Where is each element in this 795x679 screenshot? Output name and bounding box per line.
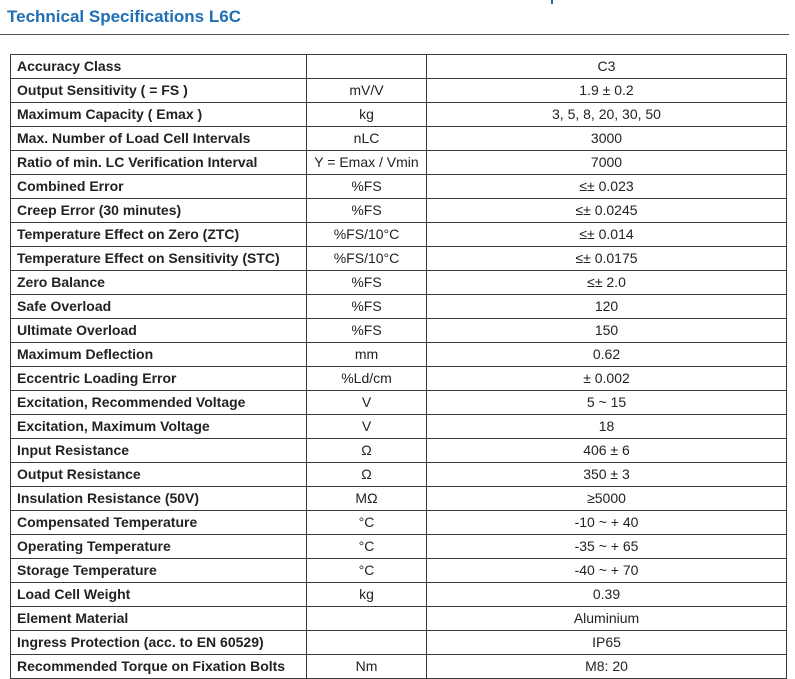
unit-cell: V	[307, 391, 427, 415]
value-cell: 3, 5, 8, 20, 30, 50	[427, 103, 787, 127]
table-row	[11, 199, 787, 223]
unit-cell: Y = Emax / Vmin	[307, 151, 427, 175]
value-cell: 0.62	[427, 343, 787, 367]
value-cell: ≤± 0.014	[427, 223, 787, 247]
table-row	[11, 55, 787, 79]
table-row	[11, 295, 787, 319]
unit-cell: °C	[307, 535, 427, 559]
table-row	[11, 151, 787, 175]
unit-cell: nLC	[307, 127, 427, 151]
value-cell: 3000	[427, 127, 787, 151]
unit-cell: MΩ	[307, 487, 427, 511]
value-cell: 406 ± 6	[427, 439, 787, 463]
parameter-cell: Combined Error	[11, 175, 307, 199]
value-cell: ≥5000	[427, 487, 787, 511]
value-cell: -10 ~ + 40	[427, 511, 787, 535]
unit-cell: %FS	[307, 295, 427, 319]
parameter-cell: Element Material	[11, 607, 307, 631]
table-row	[11, 343, 787, 367]
table-row	[11, 487, 787, 511]
unit-cell: Nm	[307, 655, 427, 679]
value-cell: M8: 20	[427, 655, 787, 679]
parameter-cell: Excitation, Maximum Voltage	[11, 415, 307, 439]
unit-cell: mm	[307, 343, 427, 367]
parameter-cell: Safe Overload	[11, 295, 307, 319]
table-row	[11, 103, 787, 127]
page-title: Technical Specifications L6C	[7, 7, 241, 26]
unit-cell: %FS	[307, 199, 427, 223]
parameter-cell: Maximum Capacity ( Emax )	[11, 103, 307, 127]
value-cell: 350 ± 3	[427, 463, 787, 487]
value-cell: -35 ~ + 65	[427, 535, 787, 559]
parameter-cell: Creep Error (30 minutes)	[11, 199, 307, 223]
parameter-cell: Zero Balance	[11, 271, 307, 295]
value-cell: 18	[427, 415, 787, 439]
parameter-cell: Accuracy Class	[11, 55, 307, 79]
unit-cell: %FS/10°C	[307, 247, 427, 271]
parameter-cell: Temperature Effect on Sensitivity (STC)	[11, 247, 307, 271]
parameter-cell: Output Resistance	[11, 463, 307, 487]
value-cell: ≤± 2.0	[427, 271, 787, 295]
value-cell: 1.9 ± 0.2	[427, 79, 787, 103]
parameter-cell: Ingress Protection (acc. to EN 60529)	[11, 631, 307, 655]
table-row	[11, 175, 787, 199]
table-row	[11, 127, 787, 151]
value-cell: ± 0.002	[427, 367, 787, 391]
parameter-cell: Ultimate Overload	[11, 319, 307, 343]
unit-cell: °C	[307, 559, 427, 583]
parameter-cell: Ratio of min. LC Verification Interval	[11, 151, 307, 175]
value-cell: 120	[427, 295, 787, 319]
parameter-cell: Eccentric Loading Error	[11, 367, 307, 391]
specifications-table	[10, 54, 787, 679]
value-cell: IP65	[427, 631, 787, 655]
parameter-cell: Temperature Effect on Zero (ZTC)	[11, 223, 307, 247]
table-row	[11, 607, 787, 631]
table-row	[11, 223, 787, 247]
table-row	[11, 391, 787, 415]
parameter-cell: Load Cell Weight	[11, 583, 307, 607]
parameter-cell: Excitation, Recommended Voltage	[11, 391, 307, 415]
unit-cell: %FS	[307, 175, 427, 199]
parameter-cell: Maximum Deflection	[11, 343, 307, 367]
unit-cell	[307, 55, 427, 79]
unit-cell: %FS	[307, 271, 427, 295]
table-row	[11, 415, 787, 439]
unit-cell: %FS	[307, 319, 427, 343]
value-cell: 5 ~ 15	[427, 391, 787, 415]
unit-cell: %Ld/cm	[307, 367, 427, 391]
value-cell: Aluminium	[427, 607, 787, 631]
table-row	[11, 535, 787, 559]
value-cell: ≤± 0.023	[427, 175, 787, 199]
parameter-cell: Recommended Torque on Fixation Bolts	[11, 655, 307, 679]
unit-cell: %FS/10°C	[307, 223, 427, 247]
parameter-cell: Insulation Resistance (50V)	[11, 487, 307, 511]
parameter-cell: Storage Temperature	[11, 559, 307, 583]
table-row	[11, 511, 787, 535]
parameter-cell: Output Sensitivity ( = FS )	[11, 79, 307, 103]
table-row	[11, 271, 787, 295]
value-cell: 150	[427, 319, 787, 343]
parameter-cell: Input Resistance	[11, 439, 307, 463]
parameter-cell: Max. Number of Load Cell Intervals	[11, 127, 307, 151]
table-row	[11, 319, 787, 343]
unit-cell: kg	[307, 103, 427, 127]
unit-cell: kg	[307, 583, 427, 607]
value-cell: -40 ~ + 70	[427, 559, 787, 583]
table-row	[11, 655, 787, 679]
unit-cell: Ω	[307, 463, 427, 487]
table-row	[11, 367, 787, 391]
specifications-table-body	[11, 55, 787, 679]
value-cell: ≤± 0.0175	[427, 247, 787, 271]
value-cell: 7000	[427, 151, 787, 175]
parameter-cell: Compensated Temperature	[11, 511, 307, 535]
table-row	[11, 439, 787, 463]
decorative-mark	[551, 0, 553, 4]
unit-cell: V	[307, 415, 427, 439]
unit-cell: °C	[307, 511, 427, 535]
unit-cell	[307, 631, 427, 655]
parameter-cell: Operating Temperature	[11, 535, 307, 559]
table-row	[11, 631, 787, 655]
title-divider	[0, 34, 789, 35]
unit-cell: Ω	[307, 439, 427, 463]
unit-cell: mV/V	[307, 79, 427, 103]
value-cell: ≤± 0.0245	[427, 199, 787, 223]
table-row	[11, 247, 787, 271]
table-row	[11, 583, 787, 607]
unit-cell	[307, 607, 427, 631]
value-cell: C3	[427, 55, 787, 79]
table-row	[11, 79, 787, 103]
value-cell: 0.39	[427, 583, 787, 607]
table-row	[11, 463, 787, 487]
table-row	[11, 559, 787, 583]
